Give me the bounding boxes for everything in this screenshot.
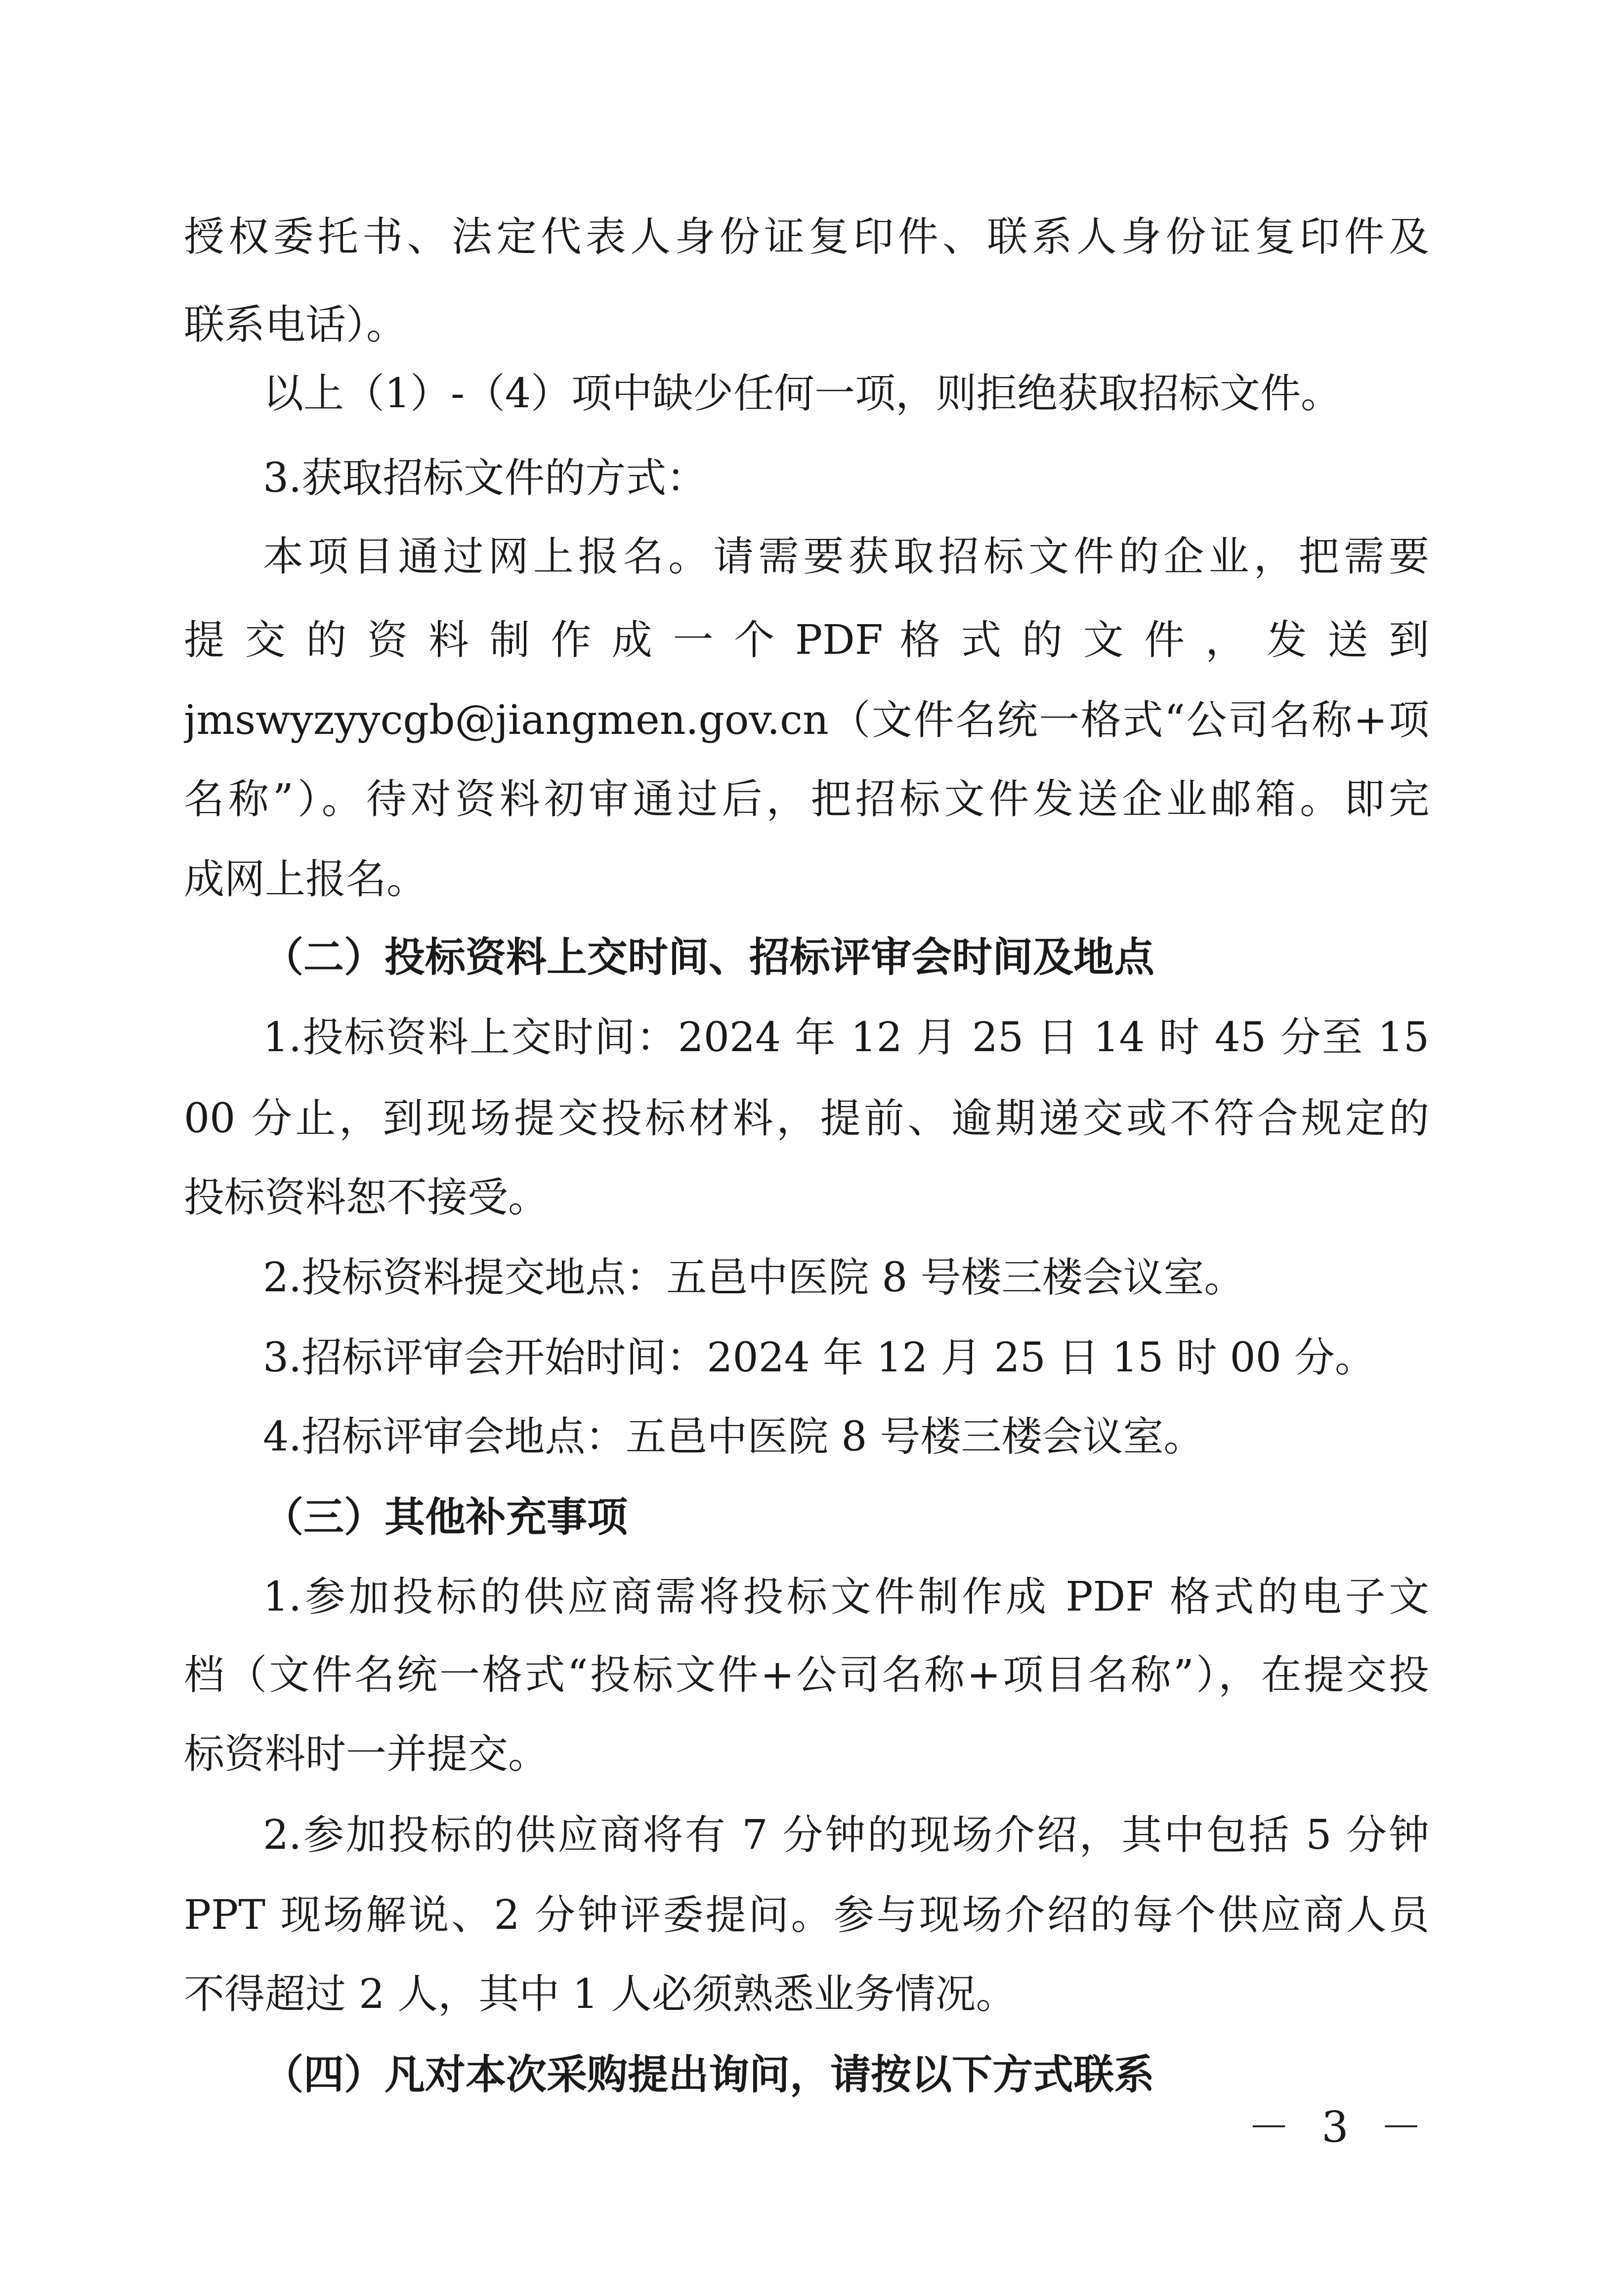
paragraph-line: 本项目通过网上报名。请需要获取招标文件的企业，把需要 — [263, 533, 1429, 580]
page-number: － 3 － — [1247, 2103, 1431, 2152]
section-heading: （四）凡对本次采购提出询问，请按以下方式联系 — [263, 2051, 1155, 2098]
paragraph-line: 授权委托书、法定代表人身份证复印件、联系人身份证复印件及 — [184, 213, 1429, 260]
paragraph-line: 名称”）。待对资料初审通过后，把招标文件发送企业邮箱。即完 — [184, 776, 1429, 823]
paragraph-line: 联系电话）。 — [184, 301, 407, 348]
paragraph-line: 档（文件名统一格式“投标文件+公司名称+项目名称”），在提交投 — [184, 1652, 1429, 1699]
paragraph-line: 1.参加投标的供应商需将投标文件制作成 PDF 格式的电子文 — [263, 1573, 1429, 1620]
paragraph-line: 不得超过 2 人，其中 1 人必须熟悉业务情况。 — [184, 1971, 1017, 2018]
section-heading: （三）其他补充事项 — [263, 1493, 628, 1541]
paragraph-line: 2.投标资料提交地点：五邑中医院 8 号楼三楼会议室。 — [263, 1254, 1245, 1301]
paragraph-line: 1.投标资料上交时间：2024 年 12 月 25 日 14 时 45 分至 15 — [263, 1014, 1429, 1061]
paragraph-line: 标资料时一并提交。 — [184, 1731, 549, 1778]
paragraph-line: 4.招标评审会地点：五邑中医院 8 号楼三楼会议室。 — [263, 1413, 1204, 1460]
paragraph-line: 3.获取招标文件的方式： — [263, 455, 707, 502]
section-heading: （二）投标资料上交时间、招标评审会时间及地点 — [263, 934, 1155, 981]
paragraph-line: 以上（1）-（4）项中缺少任何一项，则拒绝获取招标文件。 — [263, 370, 1342, 417]
paragraph-line: PPT 现场解说、2 分钟评委提问。参与现场介绍的每个供应商人员 — [184, 1892, 1429, 1939]
paragraph-line: 2.参加投标的供应商将有 7 分钟的现场介绍，其中包括 5 分钟 — [263, 1812, 1429, 1859]
paragraph-line: jmswyzyycgb@jiangmen.gov.cn（文件名统一格式“公司名称+项 — [184, 697, 1429, 744]
paragraph-line: 提 交 的 资 料 制 作 成 一 个 PDF 格 式 的 文 件 ， 发 送 到 — [184, 617, 1429, 664]
paragraph-line: 3.招标评审会开始时间：2024 年 12 月 25 日 15 时 00 分。 — [263, 1334, 1375, 1381]
paragraph-line: 成网上报名。 — [184, 856, 427, 903]
paragraph-line: 投标资料恕不接受。 — [184, 1174, 549, 1221]
paragraph-line: 00 分止，到现场提交投标材料，提前、逾期递交或不符合规定的 — [184, 1095, 1429, 1142]
